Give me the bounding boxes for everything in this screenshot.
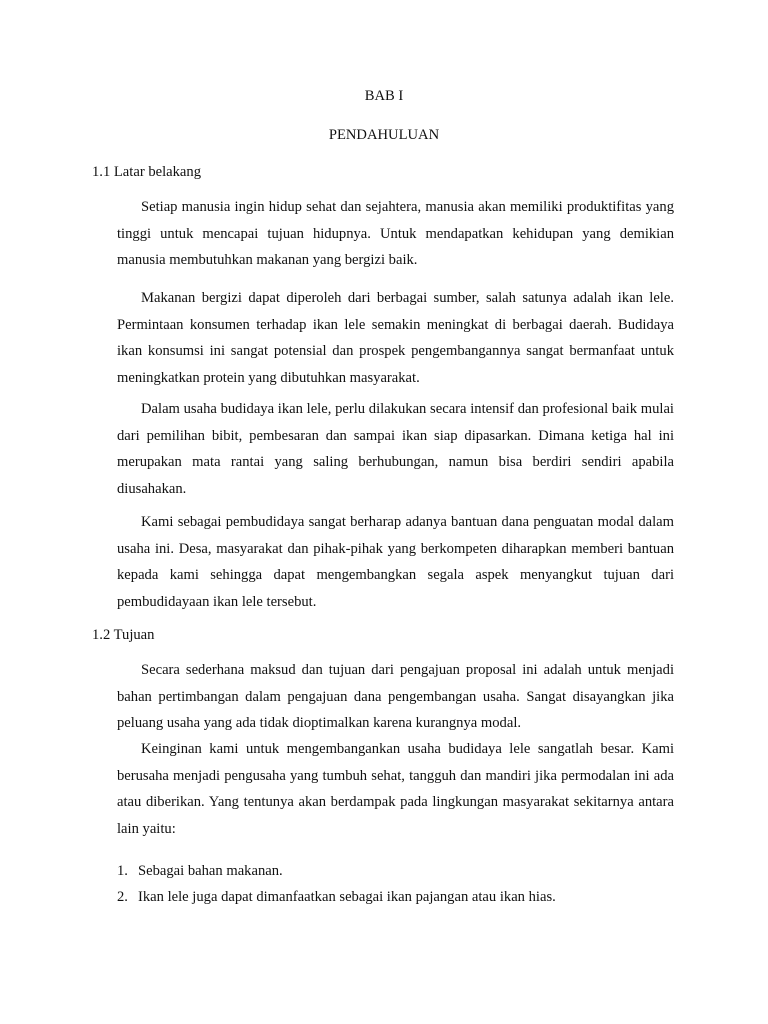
list-text: Ikan lele juga dapat dimanfaatkan sebagai ikan pajangan atau ikan hias.: [138, 889, 556, 905]
paragraph: Setiap manusia ingin hidup sehat dan sejahtera, manusia akan memiliki produktifitas yang tinggi untuk mencapai tujuan hidupnya. Untuk mendapatkan kehidupan yang demikian manusia membutuhkan makanan yang bergizi baik.: [117, 199, 674, 268]
paragraph: Dalam usaha budidaya ikan lele, perlu dilakukan secara intensif dan profesional baik mulai dari pemilihan bibit, pembesaran dan sampai ikan siap dipasarkan. Dimana ketiga hal ini merupakan mata rantai yang saling berhubungan, namun bisa berdiri sendiri apabila diusahakan.: [117, 401, 674, 497]
list-text: Sebagai bahan makanan.: [138, 863, 283, 879]
list-item: [117, 858, 677, 884]
list-item: [117, 884, 677, 910]
benefit-list: [117, 858, 677, 910]
list-number: 1.: [117, 863, 128, 879]
paragraph: Keinginan kami untuk mengembangankan usaha budidaya lele sangatlah besar. Kami berusaha menjadi pengusaha yang tumbuh sehat, tangguh dan mandiri jika permodalan ini ada atau diberikan. Yang tentunya akan berdampak pada lingkungan masyarakat sekitarnya antara lain yaitu:: [117, 741, 674, 837]
paragraph: Makanan bergizi dapat diperoleh dari berbagai sumber, salah satunya adalah ikan lele. Permintaan konsumen terhadap ikan lele semakin meningkat di berbagai daerah. Budidaya ikan konsumsi ini sangat potensial dan prospek pengembangannya sangat bermanfaat untuk meningkatkan protein yang dibutuhkan masyarakat.: [117, 290, 674, 386]
paragraph: Secara sederhana maksud dan tujuan dari pengajuan proposal ini adalah untuk menjadi bahan pertimbangan dalam pengajuan dana pengembangan usaha. Sangat disayangkan jika peluang usaha yang ada tidak dioptimalkan karena kurangnya modal.: [117, 662, 674, 731]
section-heading-latar-belakang: 1.1 Latar belakang: [92, 164, 201, 180]
section-heading-tujuan: 1.2 Tujuan: [92, 627, 155, 643]
list-number: 2.: [117, 889, 128, 905]
paragraph: Kami sebagai pembudidaya sangat berharap adanya bantuan dana penguatan modal dalam usaha ini. Desa, masyarakat dan pihak-pihak yang berkompeten diharapkan memberi bantuan kepada kami sehingga dapat mengembangkan segala aspek menyangkut tujuan dari pembudidayaan ikan lele tersebut.: [117, 514, 674, 610]
chapter-number: BAB I: [364, 88, 404, 104]
chapter-title: PENDAHULUAN: [328, 127, 440, 143]
